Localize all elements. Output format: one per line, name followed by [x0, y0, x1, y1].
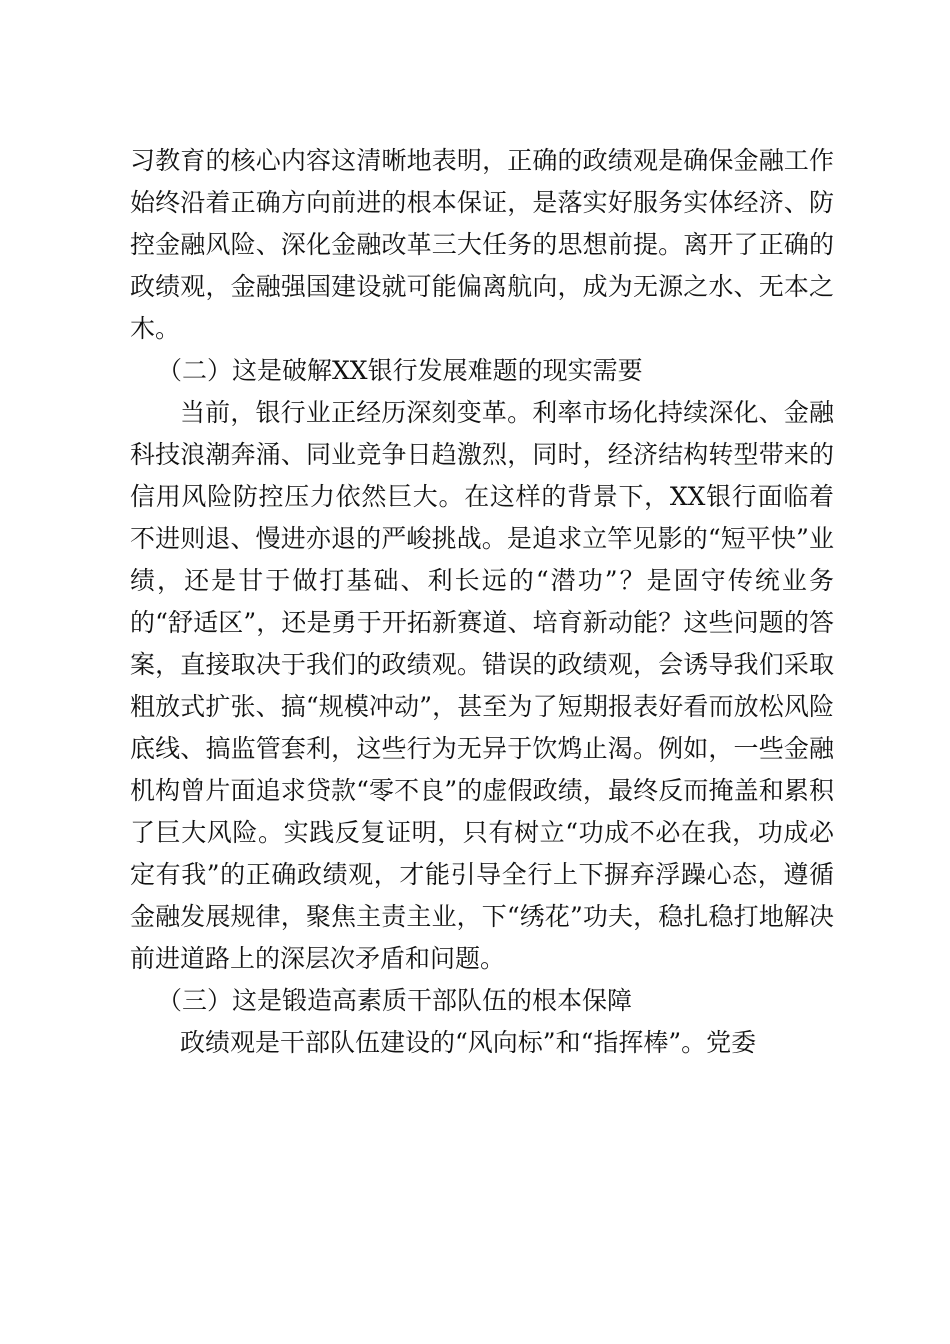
document-body: [130, 140, 834, 1064]
paragraph-section-3: 政绩观是干部队伍建设的“风向标”和“指挥棒”。党委: [180, 1028, 757, 1057]
paragraph-section-2: 当前，银行业正经历深刻变革。利率市场化持续深化、金融科技浪潮奔涌、同业竞争日趋激烈，同时，经济结构转型带来的信用风险防控压力依然巨大。在这样的背景下，XX银行面临着不进则退、慢进亦退的严峻挑战。是追求立竿见影的“短平快”业绩，还是甘于做打基础、利长远的“潜功”？是固守传统业务的“舒适区”，还是勇于开拓新赛道、培育新动能？这些问题的答案，直接取决于我们的政绩观。错误的政绩观，会诱导我们采取粗放式扩张、搞“规模冲动”，甚至为了短期报表好看而放松风险底线、搞监管套利，这些行为无异于饮鸩止渴。例如，一些金融机构曾片面追求贷款“零不良”的虚假政绩，最终反而掩盖和累积了巨大风险。实践反复证明，只有树立“功成不必在我，功成必定有我”的正确政绩观，才能引导全行上下摒弃浮躁心态，遵循金融发展规律，聚焦主责主业，下“绣花”功夫，稳扎稳打地解决前进道路上的深层次矛盾和问题。: [130, 398, 834, 973]
section-heading-2: （二）这是破解XX银行发展难题的现实需要: [157, 356, 643, 385]
paragraph-intro: 习教育的核心内容这清晰地表明，正确的政绩观是确保金融工作始终沿着正确方向前进的根本保证，是落实好服务实体经济、防控金融风险、深化金融改革三大任务的思想前提。离开了正确的政绩观，金融强国建设就可能偏离航向，成为无源之水、无本之木。: [130, 146, 834, 343]
section-heading-3: （三）这是锻造高素质干部队伍的根本保障: [157, 986, 633, 1015]
